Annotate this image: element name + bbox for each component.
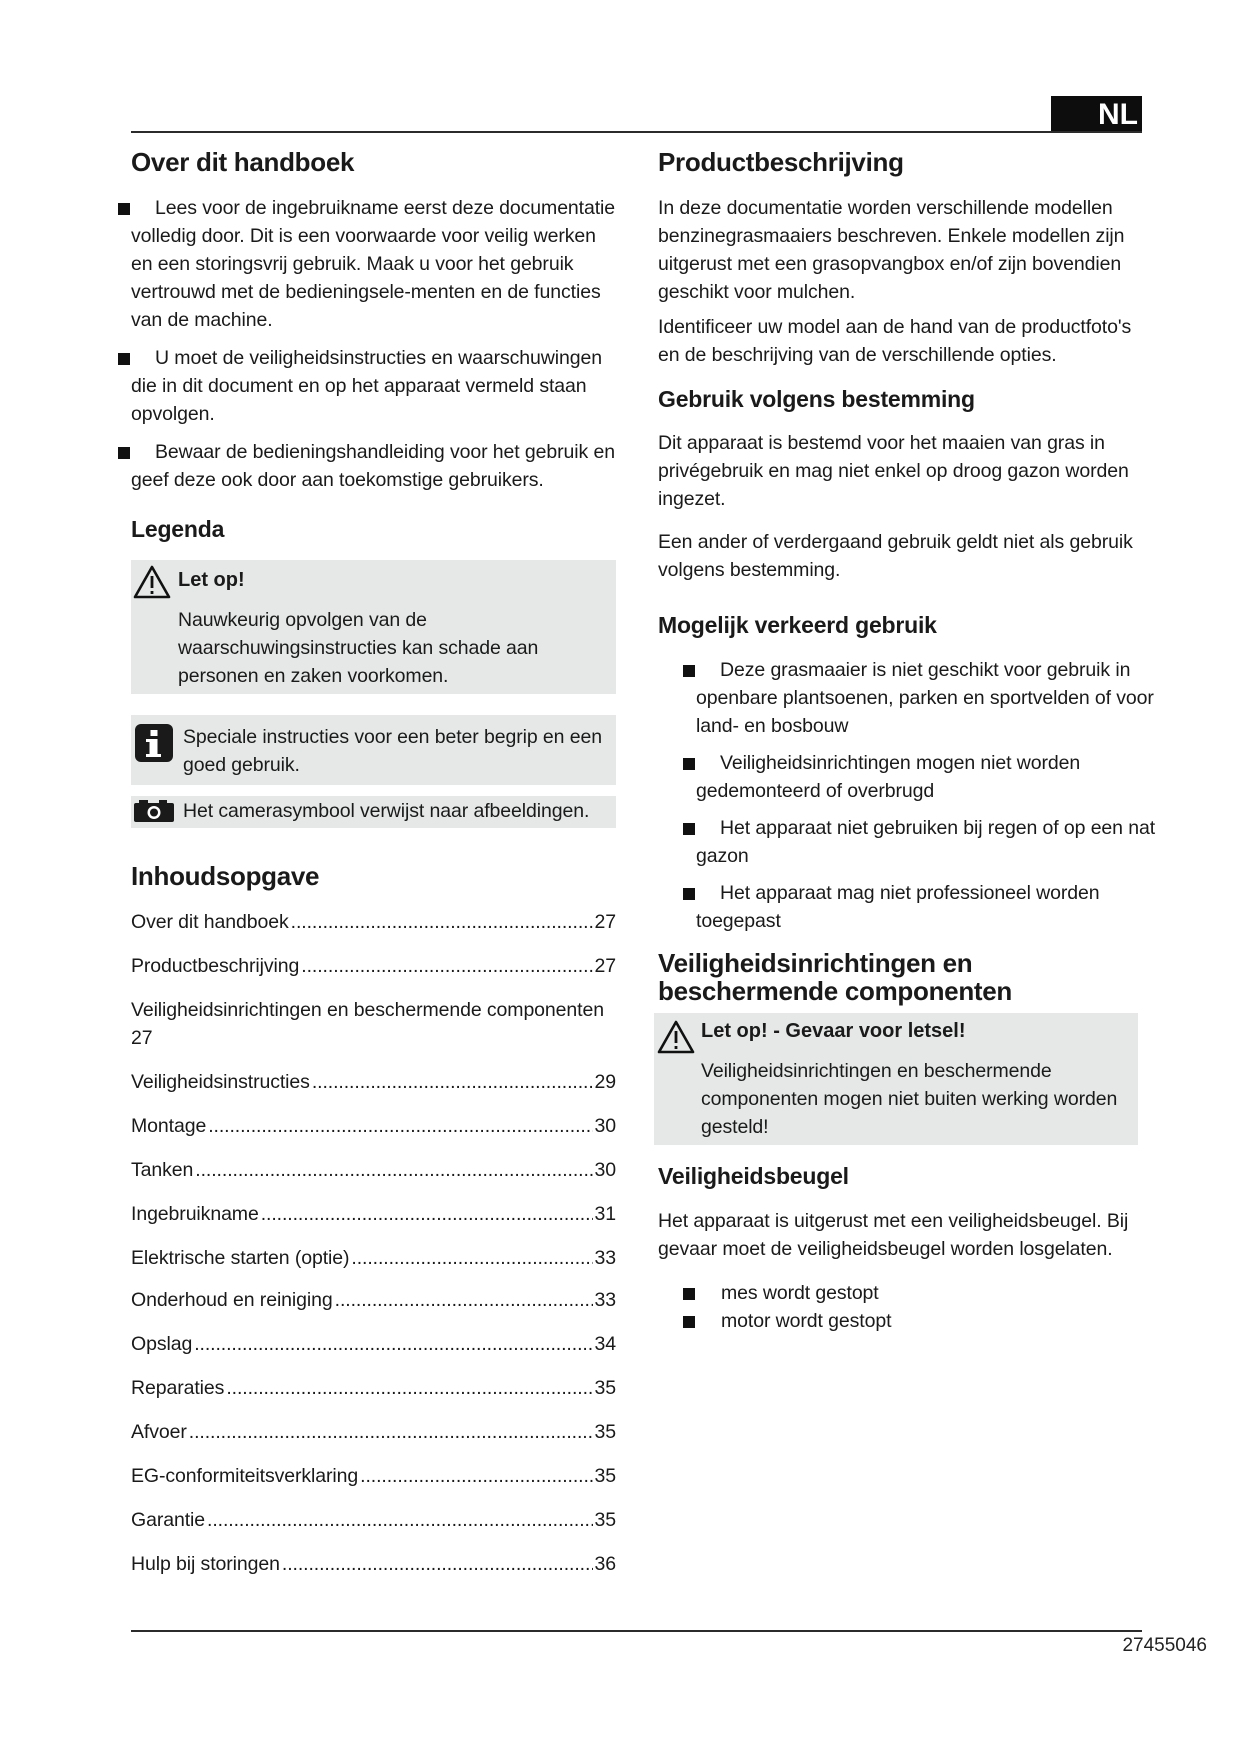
toc-entry[interactable] [131, 1200, 616, 1228]
legend-heading: Legenda [131, 516, 225, 542]
info-icon [134, 723, 174, 768]
toc-label: Hulp bij storingen [131, 1553, 280, 1575]
toc-heading: Inhoudsopgave [131, 861, 320, 891]
toc-label: Montage [131, 1115, 207, 1137]
list-item [658, 656, 1160, 740]
warning-text: Nauwkeurig opvolgen van de waarschuwingsinstructies kan schade aan personen en zaken voorkomen. [178, 609, 539, 687]
list-item-text: U moet de veiligheidsinstructies en waarschuwingen die in dit document en op het apparaat vermeld staan opvolgen. [131, 347, 602, 425]
toc-label: Tanken [131, 1159, 194, 1181]
toc-dots [208, 1112, 592, 1140]
document-number: 27455046 [1122, 1635, 1207, 1656]
toc-dots [189, 1418, 593, 1446]
toc-dots [226, 1374, 592, 1402]
list-item-text: Veiligheidsinrichtingen mogen niet worden gedemonteerd of overbrugd [696, 752, 1081, 802]
bullet-square-icon [683, 758, 695, 770]
list-item [658, 814, 1160, 870]
toc-label: EG-conformiteitsverklaring [131, 1465, 359, 1487]
toc-label: Opslag [131, 1333, 193, 1355]
camera-box [131, 796, 616, 828]
toc-dots [312, 1068, 593, 1096]
use-paragraph: Dit apparaat is bestemd voor het maaien van gras in privégebruik en mag niet enkel op droog gazon worden ingezet. [658, 432, 1129, 510]
toc-dots [261, 1200, 593, 1228]
toc-entry[interactable] [131, 908, 616, 936]
bail-list [658, 1279, 1160, 1335]
toc-label: Productbeschrijving [131, 955, 300, 977]
toc-dots [351, 1244, 592, 1272]
bullet-square-icon [683, 1288, 695, 1300]
toc-page: 30 [594, 1115, 616, 1137]
right-column [658, 146, 1160, 1335]
bullet-square-icon [683, 1316, 695, 1328]
misuse-list [658, 656, 1160, 935]
list-item-text: Deze grasmaaier is niet geschikt voor gebruik in openbare plantsoenen, parken en sportvelden of voor land- en bosbouw [696, 659, 1154, 737]
list-item [658, 879, 1160, 935]
toc-page: 34 [594, 1333, 616, 1355]
toc-page: 27 [131, 1027, 153, 1049]
toc-label: Over dit handboek [131, 911, 289, 933]
list-item-text: Het apparaat niet gebruiken bij regen of op een nat gazon [696, 817, 1156, 867]
toc-page: 33 [594, 1247, 616, 1269]
toc-entry[interactable] [131, 1506, 616, 1534]
toc-dots [207, 1506, 593, 1534]
warning-triangle-icon [133, 564, 171, 605]
bullet-square-icon [118, 447, 130, 459]
toc-entry[interactable] [131, 1462, 616, 1490]
bullet-square-icon [683, 665, 695, 677]
safety-heading: Veiligheidsinrichtingen en beschermende componenten [658, 948, 1012, 1006]
list-item-text: mes wordt gestopt [721, 1282, 879, 1304]
toc-dots [291, 908, 593, 936]
toc-page: 35 [594, 1509, 616, 1531]
toc-entry[interactable] [131, 1550, 616, 1578]
misuse-heading: Mogelijk verkeerd gebruik [658, 612, 937, 638]
toc-page: 29 [594, 1071, 616, 1093]
toc-label: Garantie [131, 1509, 205, 1531]
use-paragraph: Een ander of verdergaand gebruik geldt niet als gebruik volgens bestemming. [658, 531, 1133, 581]
toc-page: 35 [594, 1421, 616, 1443]
toc-page: 27 [594, 911, 616, 933]
toc-entry[interactable] [131, 1068, 616, 1096]
toc-entry[interactable] [131, 1286, 616, 1314]
product-heading: Productbeschrijving [658, 147, 904, 177]
toc-dots [194, 1330, 592, 1358]
toc-label: Reparaties [131, 1377, 225, 1399]
info-box [131, 715, 616, 785]
toc-page: 31 [594, 1203, 616, 1225]
toc-page: 35 [594, 1465, 616, 1487]
safety-warning-text: Veiligheidsinrichtingen en beschermende componenten mogen niet buiten werking worden gesteld! [701, 1060, 1118, 1138]
toc-dots [335, 1286, 593, 1314]
toc-entry[interactable] [131, 1112, 616, 1140]
use-heading: Gebruik volgens bestemming [658, 386, 975, 412]
list-item-text: Bewaar de bedieningshandleiding voor het gebruik en geef deze ook door aan toekomstige gebruikers. [131, 441, 615, 491]
language-badge: NL [1051, 96, 1142, 133]
bail-paragraph: Het apparaat is uitgerust met een veiligheidsbeugel. Bij gevaar moet de veiligheidsbeugel worden losgelaten. [658, 1210, 1129, 1260]
header-rule [131, 131, 1142, 133]
bullet-square-icon [118, 353, 130, 365]
left-column [131, 146, 616, 1578]
toc-page: 33 [594, 1289, 616, 1311]
safety-warning-title: Let op! - Gevaar voor letsel! [701, 1020, 966, 1042]
camera-text: Het camerasymbool verwijst naar afbeeldingen. [183, 800, 590, 822]
about-heading: Over dit handboek [131, 147, 355, 177]
toc-label: Ingebruikname [131, 1203, 259, 1225]
toc-entry[interactable] [131, 952, 616, 980]
about-list [131, 194, 616, 494]
list-item [93, 438, 616, 494]
toc-dots [301, 952, 592, 980]
toc-label: Elektrische starten (optie) [131, 1247, 350, 1269]
toc-label: Afvoer [131, 1421, 187, 1443]
toc-entry[interactable] [131, 1156, 616, 1184]
toc-page: 30 [594, 1159, 616, 1181]
product-paragraph: Identificeer uw model aan de hand van de productfoto's en de beschrijving van de verschillende opties. [658, 316, 1132, 366]
footer-rule [131, 1630, 1142, 1632]
toc-entry[interactable] [131, 1244, 616, 1272]
toc-entry[interactable] [131, 1330, 616, 1358]
toc-label: Veiligheidsinstructies [131, 1071, 310, 1093]
list-item-text: Lees voor de ingebruikname eerst deze documentatie volledig door. Dit is een voorwaarde voor veilig werken en een storingsvrij gebruik. Maak u voor het gebruik vertrouwd met de bedieningsele-menten en de functies van de machine. [131, 197, 616, 331]
toc-dots [195, 1156, 592, 1184]
list-item [93, 194, 616, 334]
list-item [658, 1279, 1160, 1307]
bullet-square-icon [683, 823, 695, 835]
toc-dots [282, 1550, 593, 1578]
product-paragraph: In deze documentatie worden verschillende modellen benzinegrasmaaiers beschreven. Enkele modellen zijn uitgerust met een grasopvangbox en/of zijn bovendien geschikt voor mulchen. [658, 197, 1125, 303]
table-of-contents [131, 908, 616, 1578]
camera-icon [133, 799, 175, 828]
list-item [658, 1307, 1160, 1335]
bullet-square-icon [118, 203, 130, 215]
info-text: Speciale instructies voor een beter begrip en een goed gebruik. [183, 726, 602, 776]
toc-entry[interactable] [131, 1418, 616, 1446]
toc-entry[interactable] [131, 996, 616, 1052]
list-item-text: Het apparaat mag niet professioneel worden toegepast [696, 882, 1100, 932]
toc-page: 27 [594, 955, 616, 977]
toc-entry[interactable] [131, 1374, 616, 1402]
toc-page: 35 [594, 1377, 616, 1399]
warning-triangle-icon [657, 1019, 695, 1060]
toc-label: Veiligheidsinrichtingen en beschermende componenten [131, 999, 604, 1021]
list-item [658, 749, 1160, 805]
toc-dots [360, 1462, 592, 1490]
toc-page: 36 [594, 1553, 616, 1575]
toc-label: Onderhoud en reiniging [131, 1289, 333, 1311]
list-item-text: motor wordt gestopt [721, 1310, 892, 1332]
safety-warning-box [654, 1013, 1138, 1145]
bail-heading: Veiligheidsbeugel [658, 1163, 849, 1189]
warning-title: Let op! [178, 569, 245, 591]
bullet-square-icon [683, 888, 695, 900]
warning-box [131, 560, 616, 694]
list-item [93, 344, 616, 428]
